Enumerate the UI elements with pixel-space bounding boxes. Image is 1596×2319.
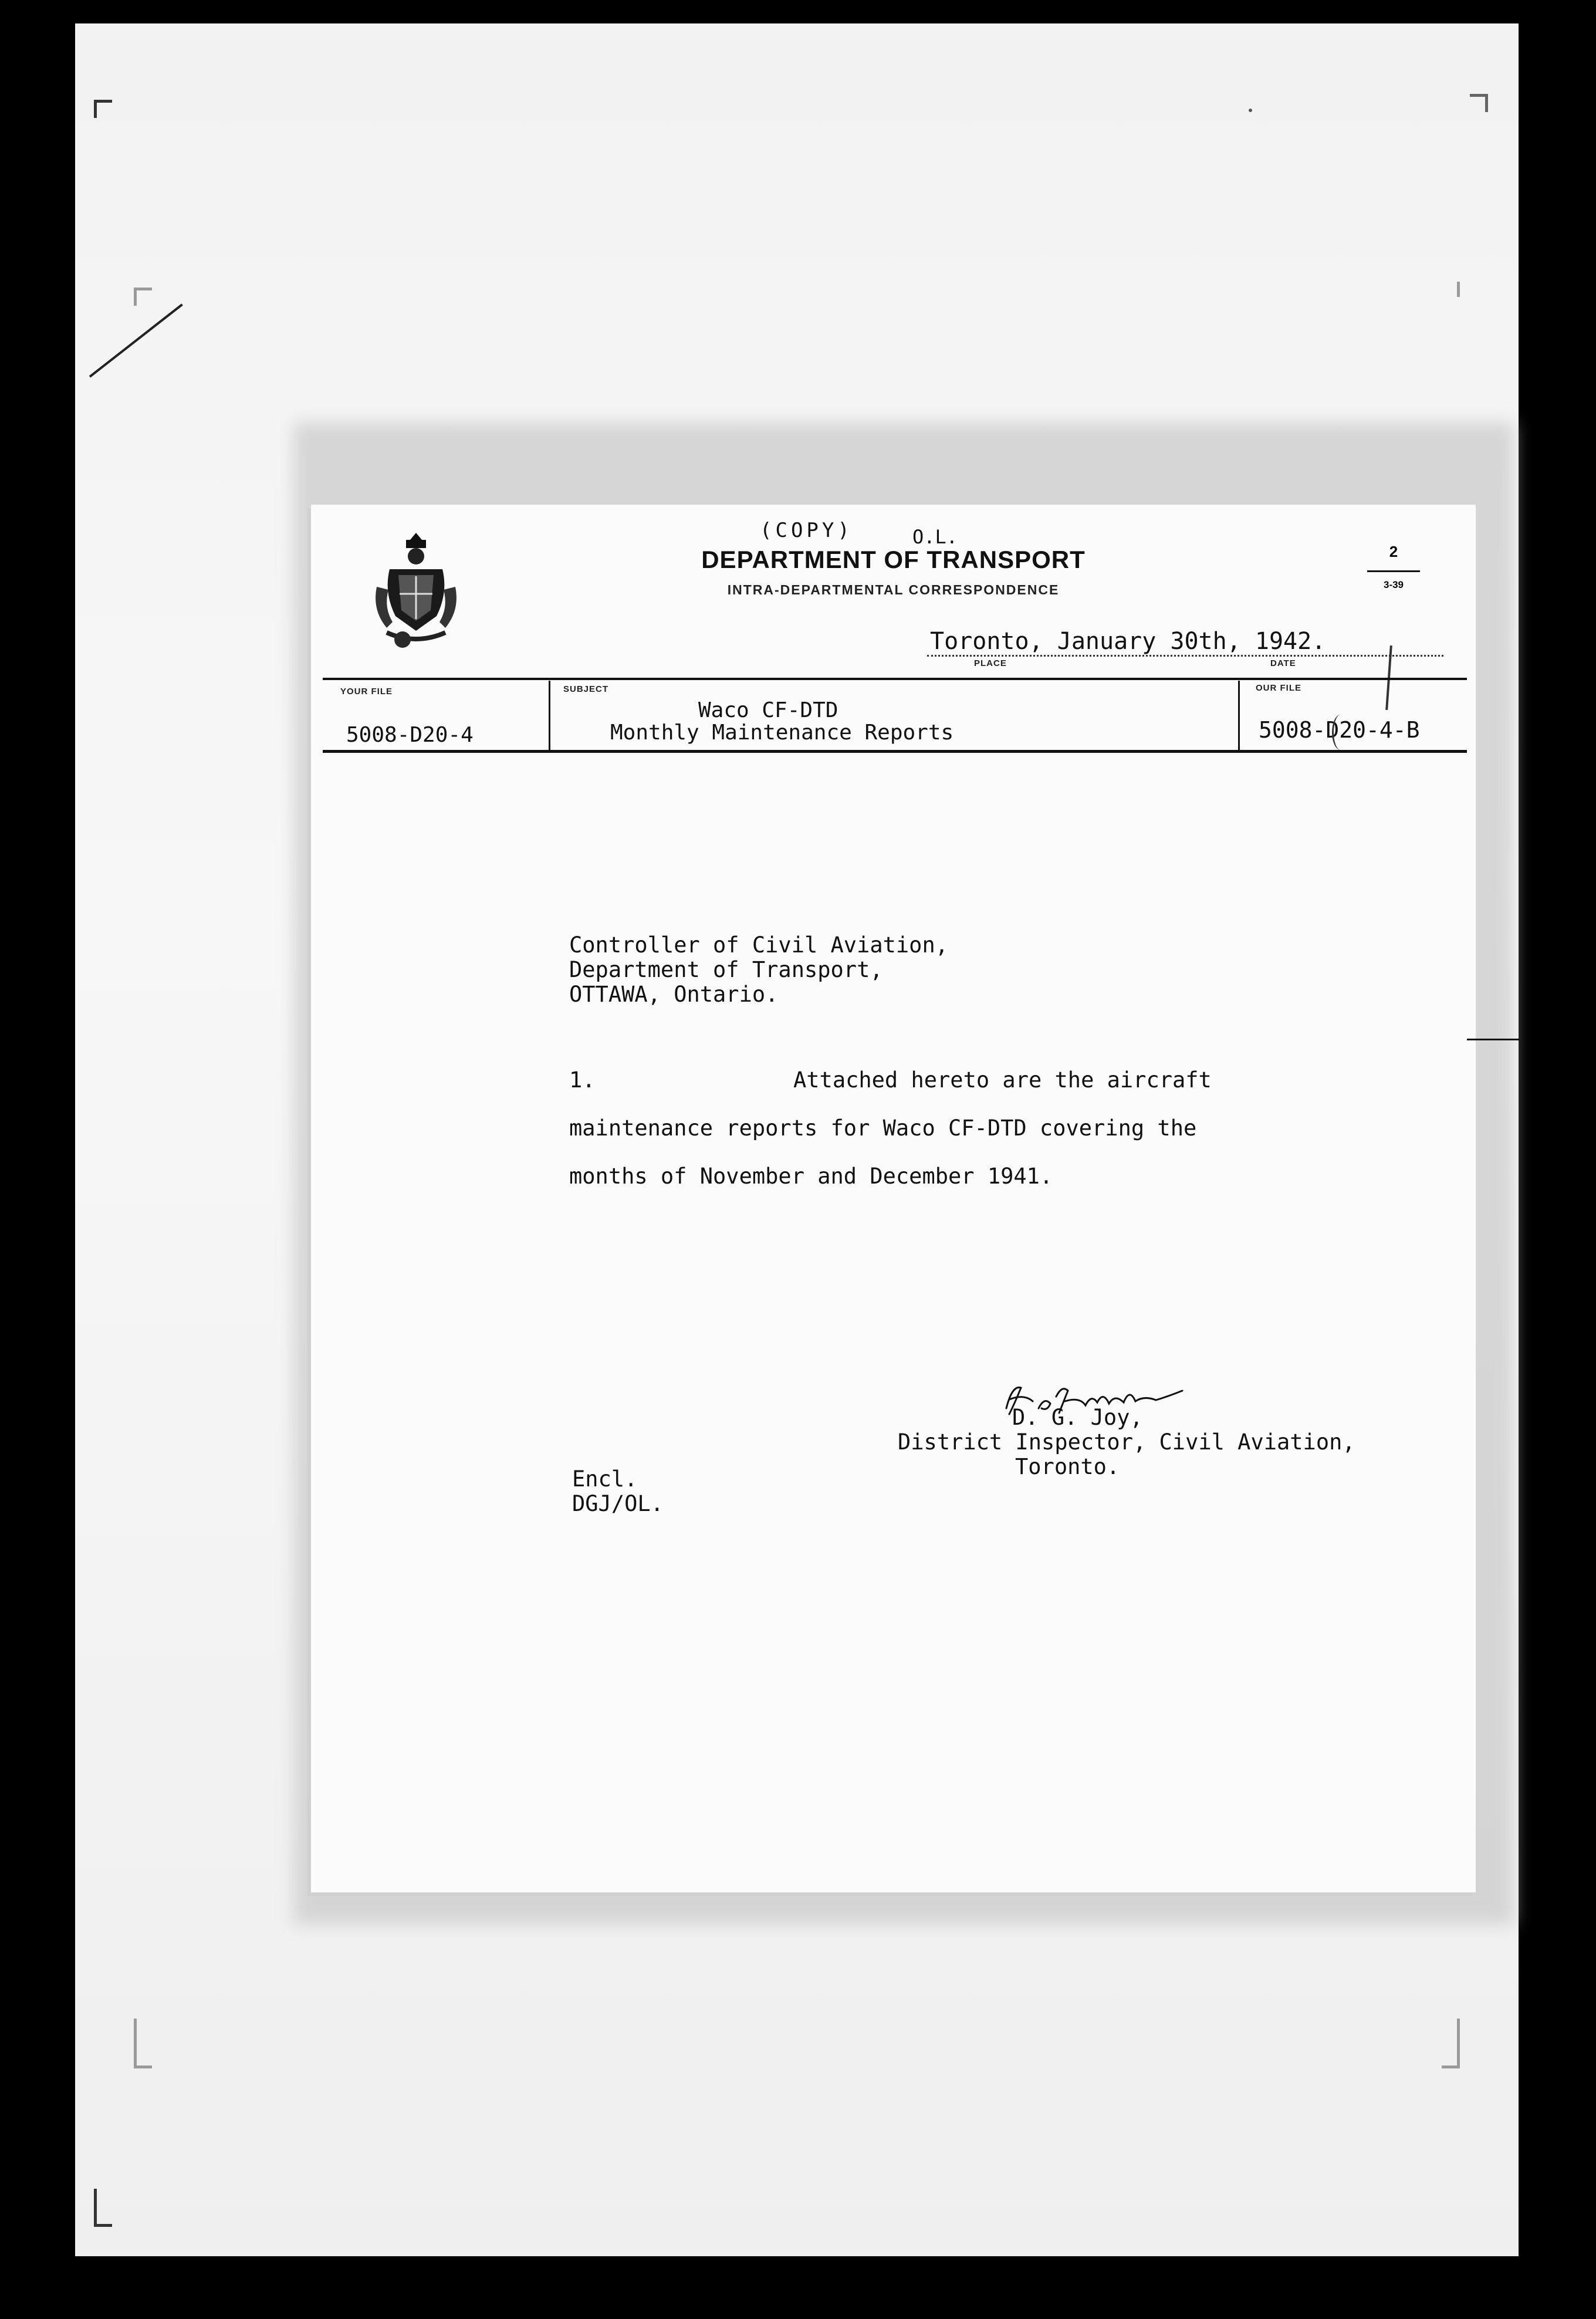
recipient-line-1: Controller of Civil Aviation,	[569, 932, 949, 958]
date-label: DATE	[1270, 658, 1296, 668]
signatory-title: District Inspector, Civil Aviation,	[898, 1429, 1355, 1455]
edge-mark	[1467, 1039, 1520, 1040]
form-number-divider	[1367, 570, 1420, 572]
handwritten-bracket	[1332, 715, 1349, 750]
corner-mark	[134, 2019, 152, 2068]
recipient-line-3: OTTAWA, Ontario.	[569, 982, 779, 1007]
reference-initials: DGJ/OL.	[572, 1491, 664, 1516]
file-row-top-rule	[323, 678, 1467, 680]
place-date-dotted-line	[927, 655, 1443, 657]
place-date: Toronto, January 30th, 1942.	[930, 628, 1326, 655]
paragraph-number: 1.	[569, 1067, 596, 1093]
corner-mark	[1470, 94, 1488, 112]
corner-mark	[134, 288, 152, 306]
subject-line-1: Waco CF-DTD	[698, 698, 838, 722]
department-subtitle: INTRA-DEPARTMENTAL CORRESPONDENCE	[727, 582, 1060, 597]
copy-stamp: (COPY)	[760, 519, 853, 542]
corner-mark	[1442, 282, 1460, 297]
corner-mark	[94, 100, 112, 118]
file-row-bottom-rule	[323, 750, 1467, 753]
your-file-number: 5008-D20-4	[346, 723, 474, 747]
your-file-label: YOUR FILE	[340, 687, 393, 697]
enclosure-note: Encl.	[572, 1466, 638, 1492]
recipient-address	[569, 933, 948, 1007]
pen-stroke-mark	[89, 303, 183, 377]
speck	[1249, 109, 1252, 112]
signatory-name: D. G. Joy,	[1012, 1405, 1143, 1430]
enclosure-block	[572, 1467, 664, 1516]
signature-block	[898, 1405, 1355, 1479]
file-row-divider	[1238, 681, 1240, 750]
our-file-number: 5008-D20-4-B	[1259, 717, 1420, 743]
our-file-label: OUR FILE	[1256, 683, 1301, 693]
department-title: DEPARTMENT OF TRANSPORT	[701, 546, 1086, 573]
body-paragraph	[569, 1056, 1212, 1201]
form-number: 2	[1389, 543, 1398, 560]
file-row-divider	[549, 681, 550, 750]
recipient-line-2: Department of Transport,	[569, 957, 883, 982]
signatory-location: Toronto.	[1015, 1454, 1120, 1479]
subject-label: SUBJECT	[563, 684, 609, 694]
subject-line-2: Monthly Maintenance Reports	[610, 721, 954, 745]
corner-mark	[1442, 2019, 1460, 2068]
body-line-1: Attached hereto are the aircraft	[793, 1067, 1212, 1093]
copy-initials: O.L.	[912, 526, 958, 548]
form-code: 3-39	[1383, 579, 1404, 590]
body-line-3: months of November and December 1941.	[569, 1164, 1053, 1189]
body-line-2: maintenance reports for Waco CF-DTD covering the	[569, 1115, 1197, 1141]
place-label: PLACE	[974, 658, 1007, 668]
corner-mark	[94, 2189, 112, 2227]
letter-sheet	[311, 505, 1476, 1892]
